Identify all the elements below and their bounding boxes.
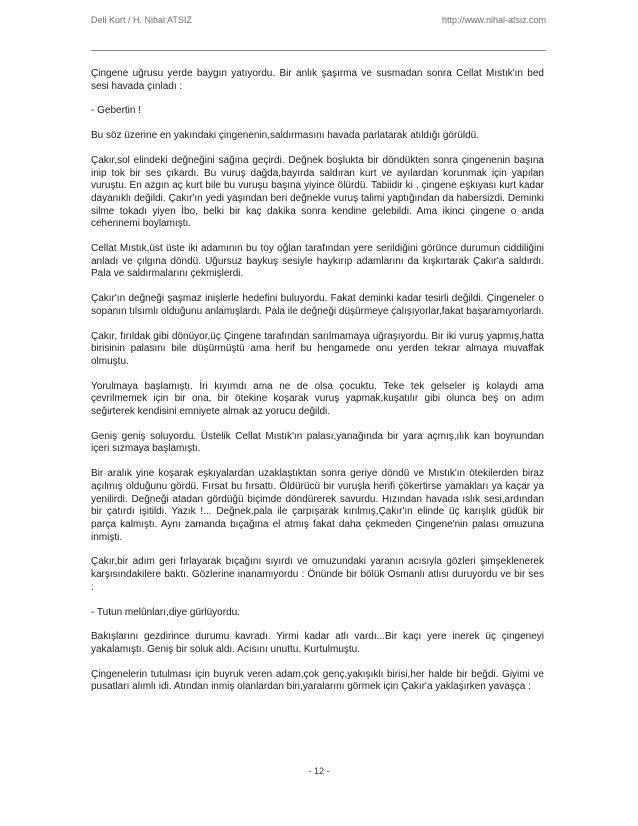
paragraph: Çakır,bir adım geri fırlayarak bıçağını sıyırdı ve omuzundaki yaranın acısıyla gözleri şimşeklenerek karşısındakilere baktı. Gözlerine inanamıyordu : Önünde bir bölük Osmanlı atlısı duruyordu ve bir ses : [91,556,544,593]
paragraph: Çakır'ın değneği şaşmaz inişlerle hedefini buluyordu. Fakat deminki kadar tesirli değildi. Çingeneler o sopanın tılsımlı olduğunu anlamışlardı. Pala ile değneği düşürmeye çalışıyorlar,fakat başaramıyorlardı. [91,293,545,317]
paragraph: Bakışlarını gezdirince durumu kavradı. Yirmi kadar atlı vardı...Bir kaçı yere inerek üç çingeneyi yakalamıştı. Geniş bir soluk aldı. Acısını unuttu. Kurtulmuştu. [91,631,544,655]
paragraph: Bir aralık yine koşarak eşkıyalardan uzaklaştıktan sonra geriye döndü ve Mıstık'ın ötekilerden biraz açılmış olduğunu gördü. Fırsat bu fırsattı. Öldürücü bir vuruşla herifi çökertirse yamakları ya kaçar ya yenilirdi. Değneği atadan gördüğü biçimde döndürerek savurdu. Hızından havada ıslık sesi,ardından bir çatırdı işitildi. Yazık !... Değnek,pala ile çarpışarak kırılmış,Çakır'ın elinde üç karışlık güdük bir parça kalmıştı. Aynı zamanda bıçağına el atmış fakat daha çekmeden Çingene'nin palası omuzuna inmişti. [91,468,544,543]
paragraph: Cellat Mıstık,üst üste iki adamının bu toy oğlan tarafından yere serildiğini görünce durumun ciddiliğini anladı ve çılgına döndü. Uğursuz baykuş sesiyle haykırıp adamlarını da kışkırtarak Çakır'a saldırdı. Pala ve saldırmalarını çekmişlerdi. [91,243,544,280]
page-header [91,15,546,29]
paragraph: Çakır,sol elindeki değneğini sağına geçirdi. Değnek boşlukta bir döndükten sonra çingenenin başına inip tok bir ses çıkardı. Bu vuruş dağda,bayırda saldıran kurt ve ayılardan korunmak için yapılan vuruştu. En azgın aç kurt bile bu vuruşu başına yiyince ölürdü. Tabiidir ki , çingene eşkıyası kurt kadar dayanıklı değildi. Çakır'ın yedi yaşından beri değnekle vuruş talimi yaptığından da habersizdi. Deminki silme tokadı yiyen İbo, belki bir kaç dakika sonra kendine gelebildi. Ama ikinci çingene o anda cehennemi boylamıştı. [91,154,544,230]
header-book-title: Deli Kurt / H. Nihal ATSIZ [91,15,192,25]
paragraph: Çingene uğrusu yerde baygın yatıyordu. Bir anlık şaşırma ve susmadan sonra Cellat Mıstık'ın bed sesi havada çınladı : [91,68,544,92]
paragraph: Bu söz üzerine en yakındaki çingenenin,saldırmasını havada parlatarak atıldığı görüldü. [91,130,480,142]
page-number: - 12 - [308,766,330,776]
header-website-url: http://www.nihal-atsiz.com [441,15,546,25]
paragraph: - Tutun melûnları,diye gürlüyordu. [91,606,240,618]
paragraph: Çingenelerin tutulması için buyruk veren adam,çok genç,yakışıklı birisi,her halde bir beğdi. Giyimi ve pusatları alımlı idi. Atından inmiş olanlardan biri,yaralarını görmek için Çakır'a yaklaşırken yavaşça : [91,668,544,693]
paragraph: Çakır, fırıldak gibi dönüyor,üç Çingene tarafından sarılmamaya uğraşıyordu. Bir iki vuruş yapmış,hatta birisinin palasını bile düşürmüştü ama herif bu hengamede onu yerden tekrar almaya muvaffak olmuştu. [91,330,544,367]
body-text [91,68,544,706]
paragraph: Yorulmaya başlamıştı. İri kıyımdı ama ne de olsa çocuktu. Teke tek gelseler iş kolaydı ama çevrilmemek için bir ona, bir ötekine koşarak vuruş yapmak,kuşatılır gibi olunca beş on adım seğirterek kendisini emniyete almak az yorucu değildi. [91,380,544,418]
paragraph: - Gebertin ! [91,105,142,117]
paragraph: Geniş geniş soluyordu. Üstelik Cellat Mıstık'ın palası,yanağında bir yara açmış,ılık kan boynundan içeri sızmaya başlamıştı. [91,430,544,455]
header-divider [91,50,546,51]
